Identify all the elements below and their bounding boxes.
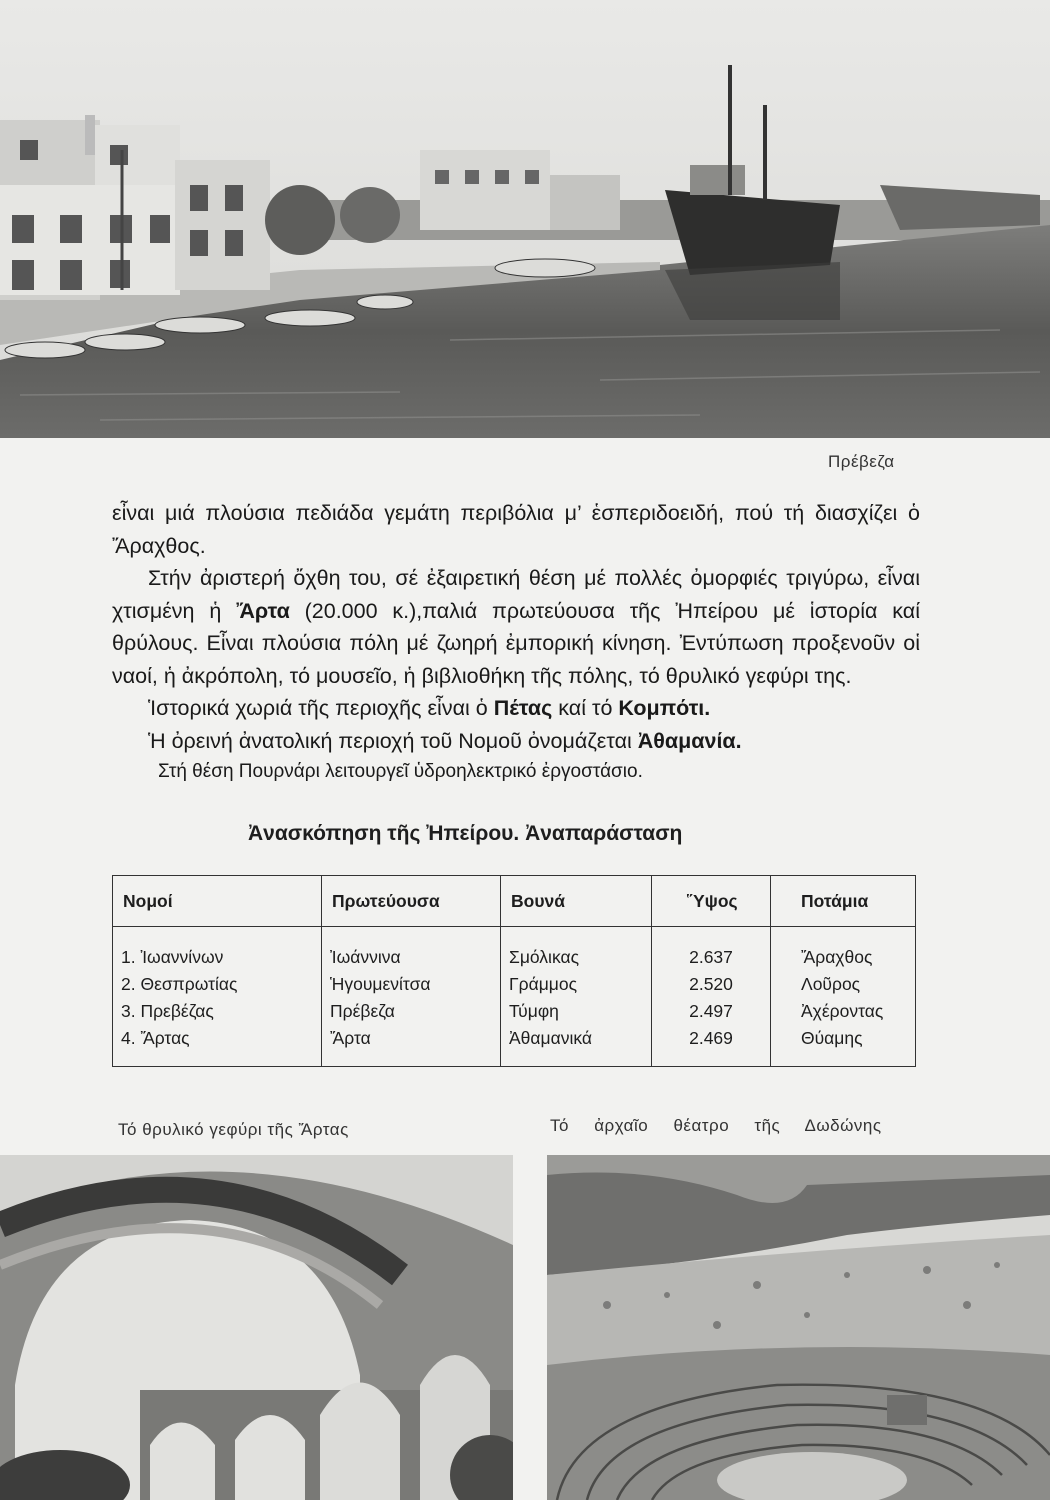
rivers-cell: Ἄραχθος Λοῦρος Ἀχέροντας Θύαμης bbox=[771, 927, 916, 1067]
table-title: Ἀνασκόπηση τῆς Ἠπείρου. Ἀναπαράσταση bbox=[248, 822, 683, 845]
body-text bbox=[112, 497, 920, 786]
header-capital: Πρωτεύουσα bbox=[322, 876, 501, 927]
capitals-cell: Ἰωάννινα Ἡγουμενίτσα Πρέβεζα Ἄρτα bbox=[322, 927, 501, 1067]
photo-caption-dodona-theatre: Τό ἀρχαῖο θέατρο τῆς Δωδώνης bbox=[550, 1116, 882, 1135]
dodona-theatre-photo bbox=[547, 1155, 1050, 1500]
photo-caption-arta-bridge: Τό θρυλικό γεφύρι τῆς Ἄρτας bbox=[118, 1120, 349, 1139]
altitudes-cell: 2.637 2.520 2.497 2.469 bbox=[652, 927, 771, 1067]
photo-caption-preveza: Πρέβεζα bbox=[828, 452, 895, 471]
header-prefectures: Νομοί bbox=[113, 876, 322, 927]
epirus-summary-table bbox=[112, 875, 916, 1067]
prefectures-cell: 1. Ἰωαννίνων 2. Θεσπρωτίας 3. Πρεβέζας 4. Ἄρτας bbox=[121, 947, 238, 1048]
preveza-harbour-photo bbox=[0, 0, 1050, 438]
table-body-row bbox=[113, 927, 915, 1067]
table-header-row bbox=[113, 876, 915, 927]
header-altitude: Ὕψος bbox=[652, 876, 771, 927]
arta-bridge-photo bbox=[0, 1155, 513, 1500]
paragraph-2: Στήν ἀριστερή ὄχθη του, σέ ἐξαιρετική θέση μέ πολλές ὀμορφιές τριγύρω, εἶναι χτισμένη ἡ Ἄρτα (20.000 κ.),παλιά πρωτεύουσα τῆς Ἠπείρου μέ ἱστορία καί θρύλους. Εἶναι πλούσια πόλη μέ ζωηρή ἐμπορική κίνηση. Ἐντύπωση προξενοῦν οἱ ναοί, ἡ ἀκρόπολη, τό μουσεῖο, ἡ βιβλιοθήκη τῆς πόλης, τό θρυλικό γεφύρι της. bbox=[112, 566, 920, 688]
mountains-cell: Σμόλικας Γράμμος Τύμφη Ἀθαμανικά bbox=[501, 927, 652, 1067]
paragraph-3: Ἱστορικά χωριά τῆς περιοχῆς εἶναι ὁ Πέτας καί τό Κομπότι. bbox=[148, 696, 711, 720]
header-rivers: Ποτάμια bbox=[771, 876, 916, 927]
paragraph-5: Στή θέση Πουρνάρι λειτουργεῖ ὑδροηλεκτρικό ἐργοστάσιο. bbox=[158, 761, 643, 782]
paragraph-4: Ἡ ὀρεινή ἀνατολική περιοχή τοῦ Νομοῦ ὀνομάζεται Ἀθαμανία. bbox=[148, 728, 742, 753]
paragraph-1: εἶναι μιά πλούσια πεδιάδα γεμάτη περιβόλια μ’ ἑσπεριδοειδή, πού τή διασχίζει ὁ Ἄραχθος. bbox=[112, 501, 920, 558]
header-mountains: Βουνά bbox=[501, 876, 652, 927]
